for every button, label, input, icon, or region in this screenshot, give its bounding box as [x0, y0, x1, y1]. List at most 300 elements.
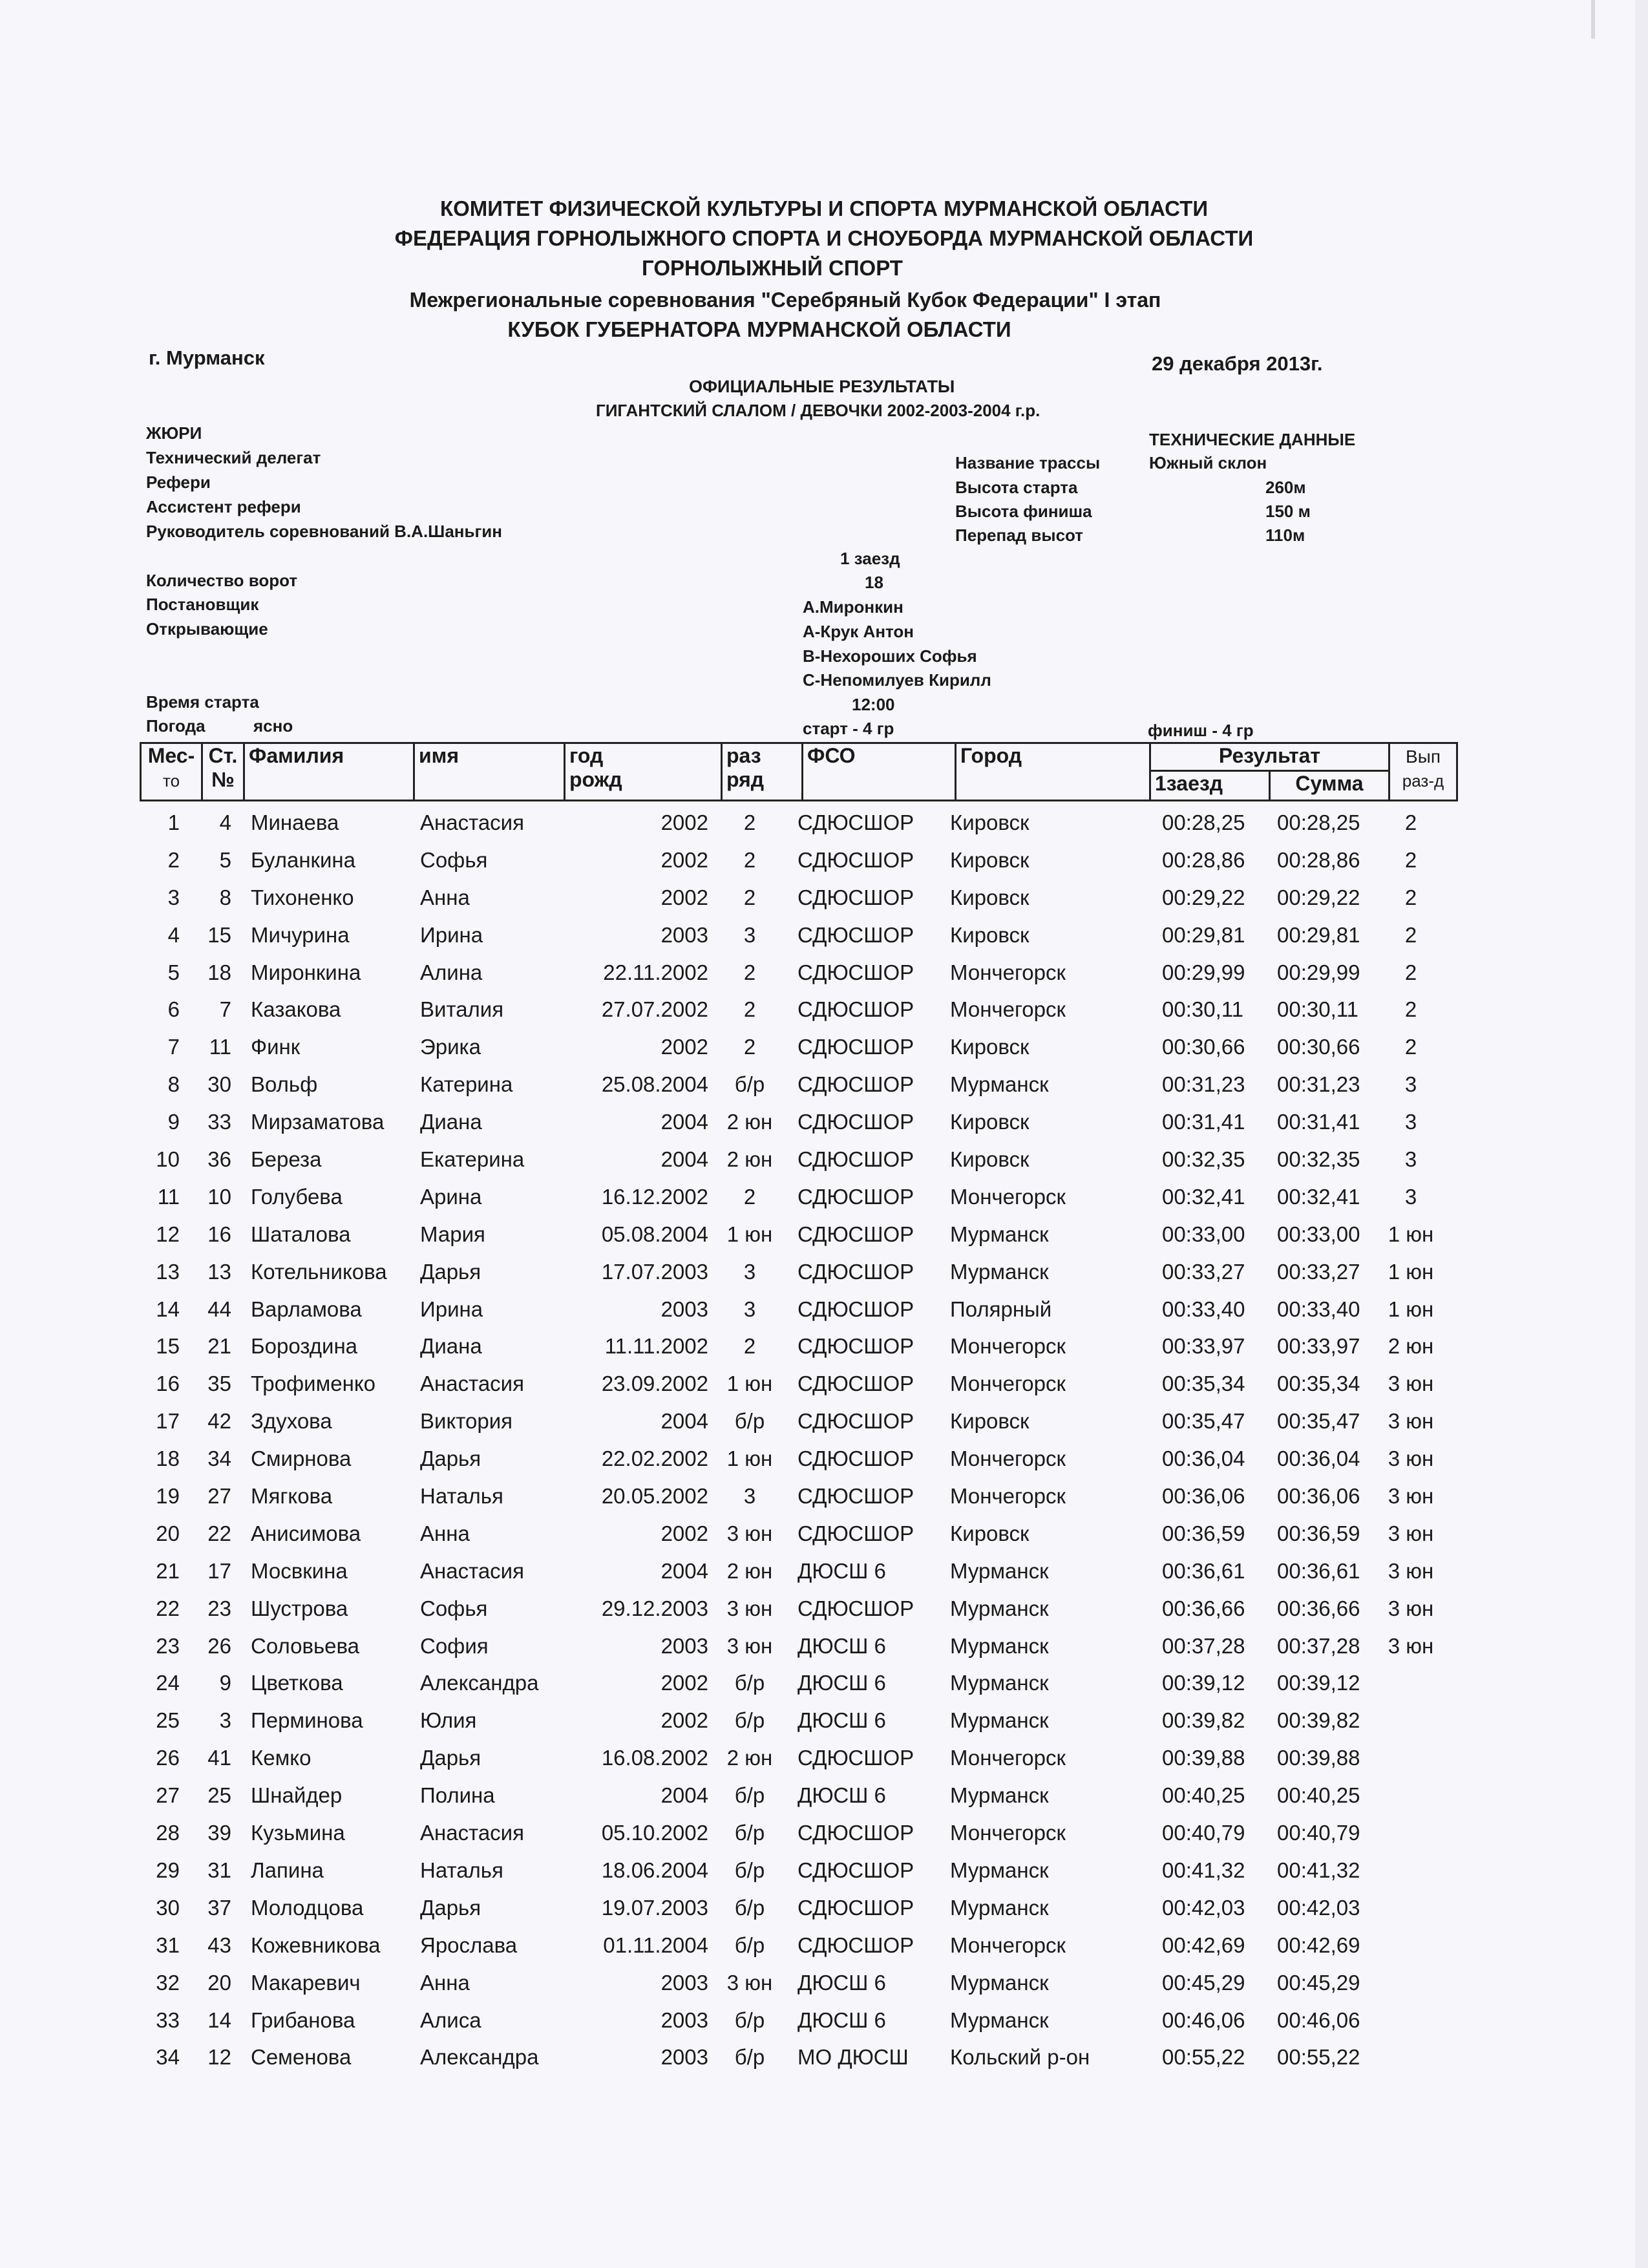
- cell-name: Александра: [420, 2045, 539, 2070]
- cell-total: 00:31,41: [1277, 1110, 1360, 1134]
- cell-total: 00:36,66: [1277, 1596, 1360, 1620]
- cell-born: 2004: [660, 1558, 708, 1583]
- cell-born: 19.07.2003: [601, 1895, 708, 1920]
- cell-place: 2: [167, 847, 180, 872]
- cell-done: 3 юн: [1388, 1633, 1434, 1658]
- cell-place: 32: [156, 1970, 180, 1995]
- cell-run1: 00:29,22: [1162, 885, 1245, 909]
- cell-born: 05.08.2004: [601, 1222, 708, 1246]
- cell-born: 2002: [660, 1035, 708, 1059]
- cell-born: 2002: [660, 885, 708, 909]
- table-row: [140, 1814, 1445, 1852]
- start-group: старт - 4 гр: [803, 719, 894, 738]
- cell-city: Мурманск: [950, 1259, 1049, 1284]
- cell-city: Мурманск: [950, 1558, 1049, 1583]
- cell-born: 2003: [660, 2008, 708, 2032]
- cell-place: 24: [156, 1671, 180, 1695]
- cell-city: Кировск: [950, 847, 1030, 872]
- cell-run1: 00:31,23: [1162, 1072, 1245, 1097]
- cell-run1: 00:32,35: [1162, 1147, 1245, 1172]
- cell-place: 23: [156, 1633, 180, 1658]
- cell-city: Мончегорск: [950, 997, 1066, 1022]
- cell-rank: б/р: [734, 1072, 765, 1097]
- cell-name: Софья: [420, 847, 488, 872]
- cell-total: 00:36,04: [1277, 1447, 1360, 1471]
- cell-city: Мончегорск: [950, 1184, 1066, 1209]
- cell-place: 20: [156, 1521, 180, 1545]
- cell-total: 00:33,97: [1277, 1334, 1360, 1359]
- cell-run1: 00:33,40: [1162, 1297, 1245, 1321]
- cell-born: 2004: [660, 1783, 708, 1808]
- cell-born: 11.11.2002: [604, 1334, 708, 1359]
- cell-city: Мончегорск: [950, 1746, 1066, 1770]
- cell-city: Кировск: [950, 1110, 1030, 1134]
- cell-surname: Минаева: [251, 811, 339, 834]
- cell-born: 2003: [660, 1297, 708, 1321]
- cell-city: Кировск: [950, 922, 1030, 947]
- finish-group: финиш - 4 гр: [1148, 721, 1254, 740]
- cell-bib: 5: [219, 847, 231, 872]
- gates-count: 18: [865, 573, 883, 592]
- cell-city: Мурманск: [950, 1596, 1049, 1620]
- cell-rank: б/р: [734, 2008, 765, 2032]
- cell-bib: 43: [207, 1933, 231, 1957]
- cell-club: СДЮСШОР: [798, 960, 914, 984]
- cell-total: 00:33,00: [1277, 1222, 1360, 1246]
- table-row: [140, 1066, 1445, 1103]
- cell-bib: 37: [207, 1895, 231, 1920]
- cell-surname: Трофименко: [251, 1372, 376, 1396]
- cell-born: 2002: [660, 847, 708, 872]
- cell-done: 3 юн: [1388, 1409, 1434, 1434]
- col-place: Мес- то: [141, 743, 202, 801]
- cell-total: 00:36,59: [1277, 1521, 1360, 1545]
- cell-city: Кировск: [950, 1035, 1030, 1059]
- cell-born: 2003: [660, 1633, 708, 1658]
- cell-run1: 00:37,28: [1162, 1633, 1245, 1658]
- cell-born: 27.07.2002: [601, 997, 708, 1022]
- cell-place: 11: [157, 1184, 180, 1209]
- referee-label: Рефери: [146, 472, 211, 492]
- cell-club: ДЮСШ 6: [798, 1783, 886, 1808]
- cell-name: Наталья: [420, 1484, 503, 1509]
- cell-rank: 2 юн: [726, 1558, 773, 1583]
- jury-title: ЖЮРИ: [146, 423, 202, 443]
- cell-rank: 3: [743, 922, 756, 947]
- cell-run1: 00:30,11: [1162, 997, 1244, 1022]
- cell-bib: 14: [207, 2008, 231, 2032]
- cell-run1: 00:45,29: [1162, 1970, 1245, 1995]
- cell-surname: Варламова: [251, 1297, 362, 1321]
- cell-place: 16: [156, 1372, 180, 1396]
- cell-place: 10: [156, 1147, 180, 1172]
- table-row: [140, 1440, 1445, 1478]
- table-row: [140, 917, 1445, 954]
- vertical-drop: 110м: [1265, 525, 1305, 545]
- course-setter: А.Миронкин: [803, 597, 903, 617]
- cell-born: 16.12.2002: [601, 1184, 708, 1209]
- event-title: Межрегиональные соревнования "Серебряный Кубок Федерации" I этап: [409, 288, 1161, 312]
- table-row: [140, 1664, 1445, 1702]
- cell-city: Кольский р-он: [950, 2045, 1090, 2070]
- cell-done: 3: [1404, 1147, 1417, 1172]
- cell-name: Дарья: [420, 1447, 481, 1471]
- cell-done: 1 юн: [1388, 1222, 1434, 1246]
- city-label: г. Мурманск: [149, 346, 265, 369]
- table-row: [140, 1627, 1445, 1665]
- table-row: [140, 2002, 1445, 2039]
- cell-city: Мурманск: [950, 1895, 1049, 1920]
- cell-club: СДЮСШОР: [798, 811, 914, 834]
- cell-born: 2004: [660, 1147, 708, 1172]
- cell-place: 34: [156, 2045, 180, 2070]
- cell-born: 22.02.2002: [601, 1447, 708, 1471]
- cell-place: 27: [156, 1783, 180, 1808]
- cell-rank: б/р: [734, 1409, 765, 1434]
- cell-rank: 1 юн: [726, 1222, 773, 1246]
- cell-run1: 00:46,06: [1162, 2008, 1245, 2032]
- cell-run1: 00:36,59: [1162, 1521, 1245, 1545]
- cell-run1: 00:28,86: [1162, 847, 1245, 872]
- table-row: [140, 1178, 1445, 1216]
- cell-bib: 41: [207, 1746, 231, 1770]
- cell-run1: 00:40,79: [1162, 1821, 1245, 1845]
- cell-name: Анастасия: [420, 1372, 524, 1396]
- cell-bib: 10: [207, 1184, 231, 1209]
- cell-place: 5: [167, 960, 180, 984]
- cell-surname: Береза: [251, 1147, 322, 1172]
- col-run1: 1заезд: [1150, 771, 1270, 801]
- cell-bib: 16: [207, 1222, 231, 1246]
- cell-born: 2003: [660, 922, 708, 947]
- finish-altitude-label: Высота финиша: [955, 502, 1092, 521]
- cell-done: 3 юн: [1388, 1447, 1434, 1471]
- cell-total: 00:33,27: [1277, 1259, 1360, 1284]
- cell-surname: Миронкина: [251, 960, 361, 984]
- course-setter-label: Постановщик: [146, 595, 259, 614]
- cell-run1: 00:39,88: [1162, 1746, 1245, 1770]
- cell-total: 00:42,03: [1277, 1895, 1360, 1920]
- cell-run1: 00:36,06: [1162, 1484, 1245, 1509]
- cell-bib: 4: [219, 811, 231, 834]
- cell-total: 00:35,47: [1277, 1409, 1360, 1434]
- table-row: [140, 1365, 1445, 1403]
- cell-born: 2003: [660, 1970, 708, 1995]
- cell-rank: 2: [743, 847, 756, 872]
- cell-surname: Шустрова: [251, 1596, 348, 1620]
- col-completed-rank: Вып раз-д: [1389, 743, 1457, 801]
- cell-born: 18.06.2004: [601, 1858, 708, 1882]
- cell-club: СДЮСШОР: [798, 1372, 914, 1396]
- cell-club: СДЮСШОР: [798, 1895, 914, 1920]
- cell-rank: 3: [743, 1484, 756, 1509]
- cell-total: 00:31,23: [1277, 1072, 1360, 1097]
- cell-born: 05.10.2002: [601, 1821, 708, 1845]
- cell-place: 22: [156, 1596, 180, 1620]
- cell-place: 18: [156, 1447, 180, 1471]
- cell-rank: 3 юн: [726, 1521, 773, 1545]
- weather-label: Погода: [146, 716, 206, 736]
- cell-name: София: [420, 1633, 489, 1658]
- cell-rank: 3: [743, 1259, 756, 1284]
- cell-rank: б/р: [734, 1708, 765, 1733]
- cell-total: 00:40,25: [1277, 1783, 1360, 1808]
- cell-born: 2002: [660, 1521, 708, 1545]
- cell-club: СДЮСШОР: [798, 1035, 914, 1059]
- course-name-label: Название трассы: [955, 453, 1101, 472]
- cell-done: 2: [1404, 1035, 1417, 1059]
- cell-place: 30: [156, 1895, 180, 1920]
- cell-place: 14: [156, 1297, 180, 1321]
- cell-run1: 00:36,04: [1162, 1447, 1245, 1471]
- cell-city: Мончегорск: [950, 1372, 1066, 1396]
- cell-rank: 3: [743, 1297, 756, 1321]
- table-row: [140, 1028, 1445, 1066]
- col-result: Результат: [1150, 743, 1389, 771]
- cell-done: 3: [1404, 1072, 1417, 1097]
- cell-total: 00:29,99: [1277, 960, 1360, 984]
- cell-place: 21: [156, 1558, 180, 1583]
- cell-born: 2004: [660, 1409, 708, 1434]
- cell-done: 3 юн: [1388, 1372, 1434, 1396]
- cell-name: Наталья: [420, 1858, 503, 1882]
- cell-surname: Шнайдер: [251, 1783, 343, 1808]
- cell-surname: Кузьмина: [251, 1821, 345, 1845]
- col-name: имя: [414, 743, 565, 801]
- cell-bib: 25: [207, 1783, 231, 1808]
- cell-run1: 00:42,03: [1162, 1895, 1245, 1920]
- cell-club: СДЮСШОР: [798, 1409, 914, 1434]
- cell-run1: 00:30,66: [1162, 1035, 1245, 1059]
- cell-bib: 44: [207, 1297, 231, 1321]
- cell-club: ДЮСШ 6: [798, 2008, 886, 2032]
- assistant-referee-label: Ассистент рефери: [146, 497, 301, 516]
- cell-total: 00:32,41: [1277, 1184, 1360, 1209]
- cell-total: 00:36,61: [1277, 1558, 1360, 1583]
- cell-club: ДЮСШ 6: [798, 1708, 886, 1733]
- cell-club: СДЮСШОР: [798, 1334, 914, 1359]
- table-row: [140, 1103, 1445, 1141]
- table-row: [140, 1328, 1445, 1365]
- table-row: [140, 1216, 1445, 1253]
- cell-rank: б/р: [734, 1858, 765, 1882]
- cell-total: 00:37,28: [1277, 1633, 1360, 1658]
- cell-place: 1: [167, 811, 180, 834]
- cell-surname: Анисимова: [251, 1521, 361, 1545]
- cell-name: Ирина: [420, 1297, 483, 1321]
- cell-city: Мончегорск: [950, 960, 1066, 984]
- col-bib: Ст. №: [202, 743, 244, 801]
- cell-done: 3: [1404, 1110, 1417, 1134]
- cell-club: СДЮСШОР: [798, 1596, 914, 1620]
- cell-club: СДЮСШОР: [798, 885, 914, 909]
- cell-run1: 00:41,32: [1162, 1858, 1245, 1882]
- cell-rank: б/р: [734, 2045, 765, 2070]
- cell-club: ДЮСШ 6: [798, 1558, 886, 1583]
- cell-run1: 00:33,97: [1162, 1334, 1245, 1359]
- cell-rank: 2 юн: [726, 1147, 773, 1172]
- table-row: [140, 1964, 1445, 2002]
- forerunner-c: С-Непомилуев Кирилл: [803, 670, 991, 690]
- cell-place: 12: [156, 1222, 180, 1246]
- cell-rank: 2: [743, 811, 756, 834]
- cell-city: Мончегорск: [950, 1821, 1066, 1845]
- cell-place: 17: [156, 1409, 180, 1434]
- cell-run1: 00:42,69: [1162, 1933, 1245, 1957]
- cell-born: 22.11.2002: [603, 960, 708, 984]
- cell-born: 2004: [660, 1110, 708, 1134]
- cell-bib: 27: [207, 1484, 231, 1509]
- cell-bib: 35: [207, 1372, 231, 1396]
- cell-club: СДЮСШОР: [798, 1297, 914, 1321]
- cell-born: 17.07.2003: [601, 1259, 708, 1284]
- cell-surname: Казакова: [251, 997, 341, 1022]
- cell-club: ДЮСШ 6: [798, 1633, 886, 1658]
- cell-name: Дарья: [420, 1259, 481, 1284]
- cell-bib: 33: [207, 1110, 231, 1134]
- cell-total: 00:40,79: [1277, 1821, 1360, 1845]
- cell-place: 13: [156, 1259, 180, 1284]
- cell-total: 00:45,29: [1277, 1970, 1360, 1995]
- cell-rank: б/р: [734, 1671, 765, 1695]
- cell-surname: Грибанова: [251, 2008, 355, 2032]
- cell-run1: 00:31,41: [1162, 1110, 1245, 1134]
- committee-title: КОМИТЕТ ФИЗИЧЕСКОЙ КУЛЬТУРЫ И СПОРТА МУРМАНСКОЙ ОБЛАСТИ: [439, 196, 1209, 220]
- table-row: [140, 842, 1445, 879]
- cell-city: Мурманск: [950, 1671, 1049, 1695]
- cell-total: 00:42,69: [1277, 1933, 1360, 1957]
- table-row: [140, 1553, 1445, 1590]
- cell-rank: 2: [743, 997, 756, 1022]
- cell-bib: 21: [207, 1334, 231, 1359]
- cell-rank: б/р: [734, 1821, 765, 1845]
- cell-surname: Финк: [251, 1035, 301, 1059]
- cell-place: 6: [167, 997, 180, 1022]
- cell-name: Ярослава: [420, 1933, 518, 1957]
- cell-done: 3 юн: [1388, 1521, 1434, 1545]
- cell-name: Софья: [420, 1596, 488, 1620]
- cell-born: 01.11.2004: [603, 1933, 708, 1957]
- cell-city: Мурманск: [950, 2008, 1049, 2032]
- cell-total: 00:46,06: [1277, 2008, 1360, 2032]
- cell-surname: Голубева: [251, 1184, 343, 1209]
- cell-club: СДЮСШОР: [798, 1746, 914, 1770]
- cell-name: Эрика: [420, 1035, 481, 1059]
- official-results-title: ОФИЦИАЛЬНЫЕ РЕЗУЛЬТАТЫ: [689, 377, 955, 396]
- cell-club: СДЮСШОР: [798, 1484, 914, 1509]
- cell-club: СДЮСШОР: [798, 1110, 914, 1134]
- cell-surname: Лапина: [251, 1858, 324, 1882]
- cell-run1: 00:39,82: [1162, 1708, 1245, 1733]
- cell-bib: 23: [207, 1596, 231, 1620]
- table-row: [140, 1777, 1445, 1814]
- cell-name: Екатерина: [420, 1147, 525, 1172]
- cell-place: 3: [167, 885, 180, 909]
- cell-run1: 00:33,00: [1162, 1222, 1245, 1246]
- cell-club: ДЮСШ 6: [798, 1970, 886, 1995]
- cell-done: 3 юн: [1388, 1484, 1434, 1509]
- cell-city: Мурманск: [950, 1072, 1049, 1097]
- table-row: [140, 1889, 1445, 1927]
- table-row: [140, 1852, 1445, 1889]
- cell-born: 2002: [660, 1708, 708, 1733]
- cell-rank: 3 юн: [726, 1970, 773, 1995]
- cell-place: 9: [167, 1110, 180, 1134]
- start-altitude: 260м: [1265, 478, 1306, 497]
- cell-name: Арина: [420, 1184, 482, 1209]
- cell-bib: 11: [209, 1035, 231, 1059]
- cell-born: 23.09.2002: [601, 1372, 708, 1396]
- competition-director: Руководитель соревнований В.А.Шаньгин: [146, 522, 502, 541]
- cell-done: 3: [1404, 1184, 1417, 1209]
- cell-surname: Цветкова: [251, 1671, 343, 1695]
- cell-rank: 2 юн: [726, 1110, 773, 1134]
- cell-club: СДЮСШОР: [798, 997, 914, 1022]
- cell-name: Диана: [420, 1334, 482, 1359]
- cell-place: 25: [156, 1708, 180, 1733]
- cell-bib: 13: [207, 1259, 231, 1284]
- cell-born: 25.08.2004: [601, 1072, 708, 1097]
- cell-run1: 00:28,25: [1162, 811, 1245, 834]
- cell-surname: Кемко: [251, 1746, 312, 1770]
- cell-run1: 00:55,22: [1162, 2045, 1245, 2070]
- cell-done: 1 юн: [1388, 1259, 1434, 1284]
- cell-bib: 17: [207, 1558, 231, 1583]
- cell-bib: 36: [207, 1147, 231, 1172]
- cell-born: 16.08.2002: [601, 1746, 708, 1770]
- cell-surname: Мирзаматова: [251, 1110, 385, 1134]
- cell-rank: 2: [743, 960, 756, 984]
- cell-place: 7: [167, 1035, 180, 1059]
- col-rank: раз ряд: [722, 743, 803, 801]
- discipline-title: ГИГАНТСКИЙ СЛАЛОМ / ДЕВОЧКИ 2002-2003-2004 г.р.: [596, 401, 1041, 420]
- cell-club: СДЮСШОР: [798, 1259, 914, 1284]
- cell-run1: 00:35,47: [1162, 1409, 1245, 1434]
- cell-city: Мурманск: [950, 1222, 1049, 1246]
- cell-bib: 42: [207, 1409, 231, 1434]
- col-club: ФСО: [803, 743, 956, 801]
- cell-run1: 00:29,81: [1162, 922, 1245, 947]
- cell-rank: б/р: [734, 1895, 765, 1920]
- cell-rank: 1 юн: [726, 1372, 773, 1396]
- cell-city: Полярный: [950, 1297, 1052, 1321]
- cell-place: 28: [156, 1821, 180, 1845]
- cell-bib: 34: [207, 1447, 231, 1471]
- results-table-header: [140, 742, 1458, 801]
- cell-name: Анастасия: [420, 1558, 524, 1583]
- cell-bib: 3: [219, 1708, 231, 1733]
- cell-club: СДЮСШОР: [798, 1072, 914, 1097]
- cell-bib: 30: [207, 1072, 231, 1097]
- tech-delegate-label: Технический делегат: [146, 448, 321, 467]
- cell-born: 20.05.2002: [601, 1484, 708, 1509]
- table-row: [140, 1739, 1445, 1777]
- cell-club: СДЮСШОР: [798, 1147, 914, 1172]
- cell-city: Кировск: [950, 1409, 1030, 1434]
- start-time-label: Время старта: [146, 692, 259, 712]
- col-city: Город: [956, 743, 1150, 801]
- cell-bib: 31: [207, 1858, 231, 1882]
- table-row: [140, 991, 1445, 1028]
- cell-bib: 8: [219, 885, 231, 909]
- cell-total: 00:39,82: [1277, 1708, 1360, 1733]
- cell-surname: Макаревич: [251, 1970, 361, 1995]
- cell-total: 00:39,12: [1277, 1671, 1360, 1695]
- finish-altitude: 150 м: [1265, 502, 1311, 521]
- cell-name: Виталия: [420, 997, 504, 1022]
- table-row: [140, 1141, 1445, 1178]
- cell-total: 00:36,06: [1277, 1484, 1360, 1509]
